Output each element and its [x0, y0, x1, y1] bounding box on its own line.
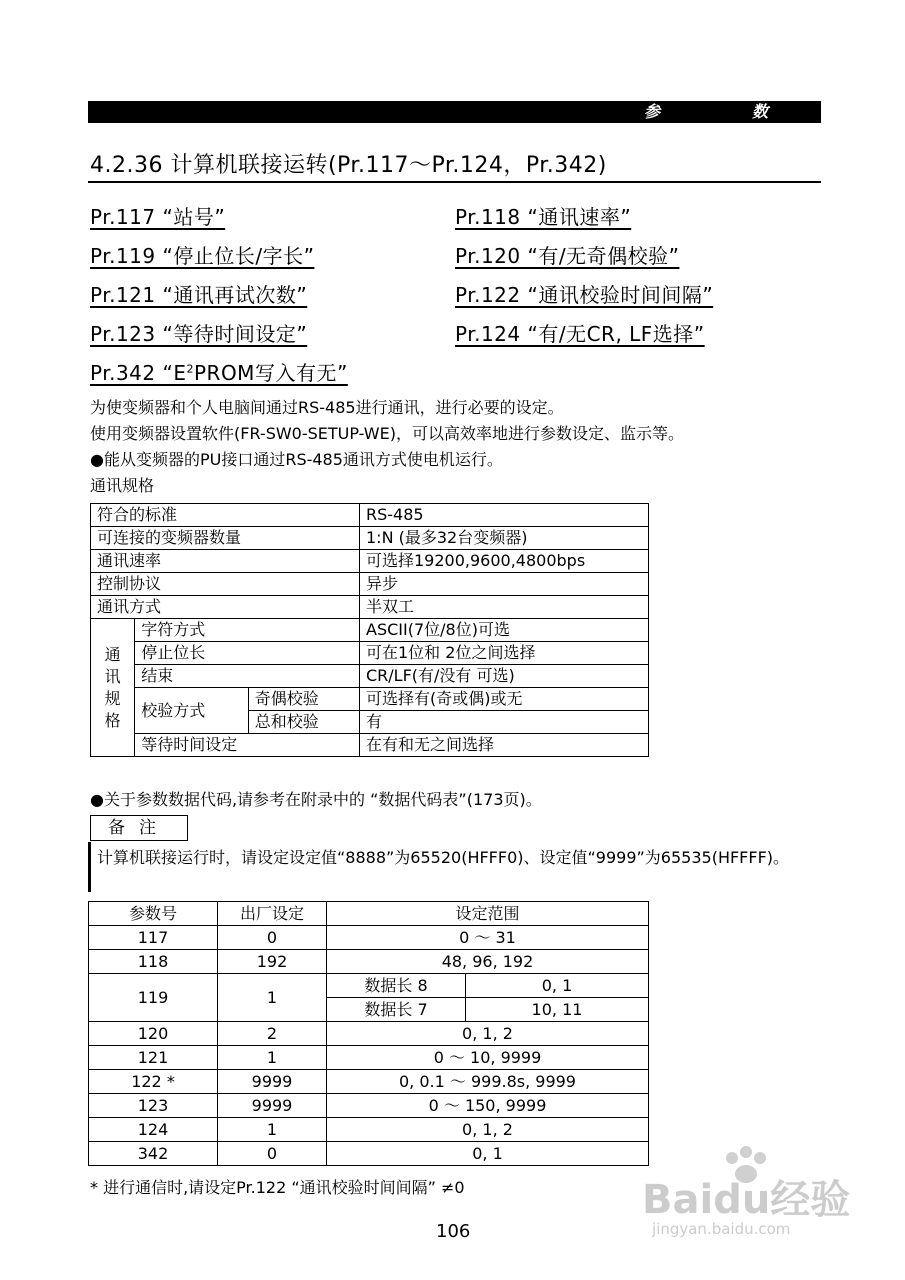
group-label: 通 讯 规 格	[91, 619, 135, 757]
section-title: 4.2.36 计算机联接运转(Pr.117～Pr.124，Pr.342)	[90, 153, 607, 178]
table-row: 校验方式 奇偶校验 可选择有(奇或偶)或无	[91, 688, 649, 711]
param-124: Pr.124 “有/无CR, LF选择”	[455, 322, 705, 346]
table-row: 等待时间设定 在有和无之间选择	[91, 734, 649, 757]
footnote: * 进行通信时,请设定Pr.122 “通讯校验时间间隔” ≠0	[90, 1178, 465, 1197]
page-number: 106	[436, 1221, 471, 1242]
table-row: 121 1 0 ～ 10, 9999	[89, 1046, 649, 1070]
table-row: 可连接的变频器数量 1:N (最多32台变频器)	[91, 527, 649, 550]
table-row: 停止位长 可在1位和 2位之间选择	[91, 642, 649, 665]
spec-heading: 通讯规格	[90, 476, 155, 495]
table-row: 342 0 0, 1	[89, 1142, 649, 1166]
data-code-note: ●关于参数数据代码,请参考在附录中的 “数据代码表”(173页)。	[90, 790, 542, 809]
param-117: Pr.117 “站号”	[90, 205, 226, 229]
header-bar	[88, 101, 821, 123]
table-row: 通讯方式 半双工	[91, 596, 649, 619]
title-rule	[88, 181, 821, 183]
table-row: 符合的标准 RS-485	[91, 504, 649, 527]
table-row: 119 1 数据长 8 0, 1	[89, 974, 649, 998]
table-row: 结束 CR/LF(有/没有 可选)	[91, 665, 649, 688]
table-row: 118 192 48, 96, 192	[89, 950, 649, 974]
param-120: Pr.120 “有/无奇偶校验”	[455, 244, 680, 268]
table-row: 123 9999 0 ～ 150, 9999	[89, 1094, 649, 1118]
pu-paragraph: ●能从变频器的PU接口通过RS-485通讯方式使电机运行。	[90, 450, 503, 469]
table-row: 120 2 0, 1, 2	[89, 1022, 649, 1046]
table-row: 117 0 0 ～ 31	[89, 926, 649, 950]
note-bar	[88, 842, 91, 892]
param-123: Pr.123 “等待时间设定”	[90, 322, 308, 346]
table-row: 数据长 7 10, 11	[89, 998, 649, 1022]
header-word-1: 参	[644, 102, 661, 121]
note-text: 计算机联接运行时，请设定设定值“8888”为65520(HFFF0)、设定值“9999”为65535(HFFFF)。	[97, 848, 790, 867]
software-paragraph: 使用变频器设置软件(FR-SW0-SETUP-WE)，可以高效率地进行参数设定、监示等。	[90, 424, 684, 443]
table-row: 总和校验 有	[91, 711, 649, 734]
table-row: 控制协议 异步	[91, 573, 649, 596]
header-word-2: 数	[752, 102, 769, 121]
param-122: Pr.122 “通讯校验时间间隔”	[455, 283, 714, 307]
table-row: 通 讯 规 格 字符方式 ASCII(7位/8位)可选	[91, 619, 649, 642]
range-table	[88, 901, 649, 1166]
param-342: Pr.342 “$E^2PROM$写入有无”	[90, 361, 348, 385]
note-label: 备注	[90, 815, 188, 841]
table-row: 通讯速率 可选择19200,9600,4800bps	[91, 550, 649, 573]
table-row: 124 1 0, 1, 2	[89, 1118, 649, 1142]
intro-paragraph: 为使变频器和个人电脑间通过RS-485进行通讯，进行必要的设定。	[90, 398, 564, 417]
table-row: 参数号 出厂设定 设定范围	[89, 902, 649, 926]
spec-table	[90, 503, 649, 757]
table-row: 122 * 9999 0, 0.1 ～ 999.8s, 9999	[89, 1070, 649, 1094]
baidu-watermark: Baidu经验 jingyan.baidu.com	[640, 1140, 860, 1240]
param-118: Pr.118 “通讯速率”	[455, 205, 632, 229]
param-119: Pr.119 “停止位长/字长”	[90, 244, 315, 268]
param-121: Pr.121 “通讯再试次数”	[90, 283, 308, 307]
